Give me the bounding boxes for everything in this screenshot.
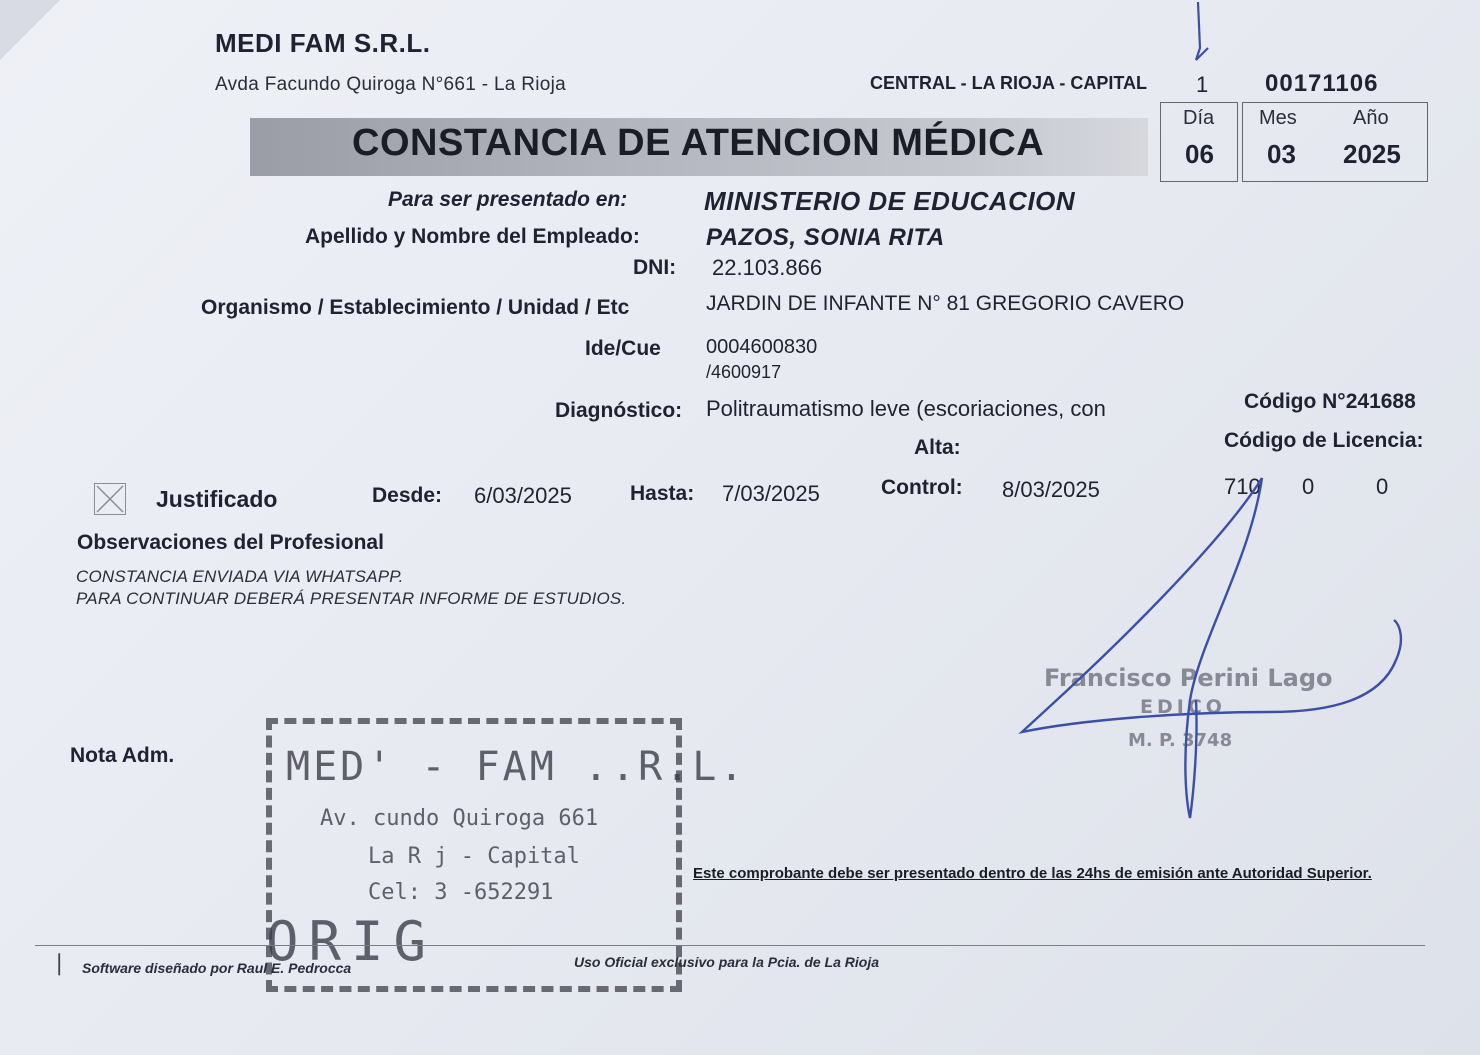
desde-label: Desde: <box>372 484 443 507</box>
year-value: 2025 <box>1343 139 1401 169</box>
signature-stamp-title: EDICO <box>1140 696 1226 718</box>
employee-value: PAZOS, SONIA RITA <box>706 224 945 251</box>
control-label: Control: <box>881 476 963 499</box>
company-name: MEDI FAM S.R.L. <box>215 28 431 58</box>
company-address: Avda Facundo Quiroga N°661 - La Rioja <box>215 74 567 95</box>
presented-label: Para ser presentado en: <box>388 188 628 211</box>
idecue-label: Ide/Cue <box>585 337 661 360</box>
organism-value: JARDIN DE INFANTE N° 81 GREGORIO CAVERO <box>706 292 1185 315</box>
signature-stamp-name: Francisco Perini Lago <box>1044 664 1333 692</box>
footer-divider <box>35 945 1425 946</box>
stamp-line-3: La R j - Capital <box>368 844 580 869</box>
dni-label: DNI: <box>633 256 677 279</box>
idecue-value-2: /4600917 <box>706 362 782 382</box>
diagnosis-value: Politraumatismo leve (escoriaciones, con <box>706 396 1106 421</box>
month-label: Mes <box>1259 107 1297 129</box>
control-value: 8/03/2025 <box>1002 477 1100 502</box>
branch-number: 1 <box>1196 72 1209 97</box>
license-code-1: 710 <box>1224 474 1261 499</box>
serial-number: 00171106 <box>1265 70 1379 97</box>
month-value: 03 <box>1267 139 1296 169</box>
dni-value: 22.103.866 <box>712 255 823 280</box>
document-title: CONSTANCIA DE ATENCION MÉDICA <box>352 122 1045 164</box>
admin-note-label: Nota Adm. <box>70 744 175 767</box>
stamp-line-5: ORIG <box>266 910 437 973</box>
hasta-value: 7/03/2025 <box>722 481 820 506</box>
diagnosis-label: Diagnóstico: <box>555 399 683 422</box>
footer-software-credit: Software diseñado por Raul E. Pedrocca <box>82 960 352 976</box>
year-label: Año <box>1353 107 1389 129</box>
observations-line-2: PARA CONTINUAR DEBERÁ PRESENTAR INFORME DE ESTUDIOS. <box>76 589 627 608</box>
license-code-3: 0 <box>1376 474 1389 499</box>
stamp-line-2: Av. cundo Quiroga 661 <box>320 806 599 831</box>
hasta-label: Hasta: <box>630 482 695 505</box>
day-value: 06 <box>1185 139 1214 169</box>
code-number: Código N°241688 <box>1244 390 1416 413</box>
stamp-line-4: Cel: 3 -652291 <box>368 880 554 905</box>
stamp-line-1: MED' - FAM ..R.L. <box>286 744 747 790</box>
organism-label: Organismo / Establecimiento / Unidad / Etc <box>201 296 630 319</box>
employee-label: Apellido y Nombre del Empleado: <box>305 225 640 248</box>
day-label: Día <box>1183 107 1215 129</box>
presentation-notice: Este comprobante debe ser presentado dentro de las 24hs de emisión ante Autoridad Superior. <box>693 865 1372 882</box>
pen-mark-icon: ❘ <box>50 950 69 975</box>
desde-value: 6/03/2025 <box>474 483 572 508</box>
license-code-label: Código de Licencia: <box>1224 429 1424 452</box>
signature-stamp-license: M. P. 3748 <box>1128 730 1233 751</box>
license-code-2: 0 <box>1302 474 1315 499</box>
footer-official-use: Uso Oficial exclusivo para la Pcia. de La Rioja <box>574 954 880 970</box>
justified-label: Justificado <box>156 486 278 512</box>
branch-name: CENTRAL - LA RIOJA - CAPITAL <box>870 73 1147 93</box>
observations-title: Observaciones del Profesional <box>77 531 384 554</box>
idecue-value: 0004600830 <box>706 336 818 358</box>
presented-value: MINISTERIO DE EDUCACION <box>704 186 1076 216</box>
alta-label: Alta: <box>914 436 961 459</box>
observations-line-1: CONSTANCIA ENVIADA VIA WHATSAPP. <box>76 567 404 586</box>
